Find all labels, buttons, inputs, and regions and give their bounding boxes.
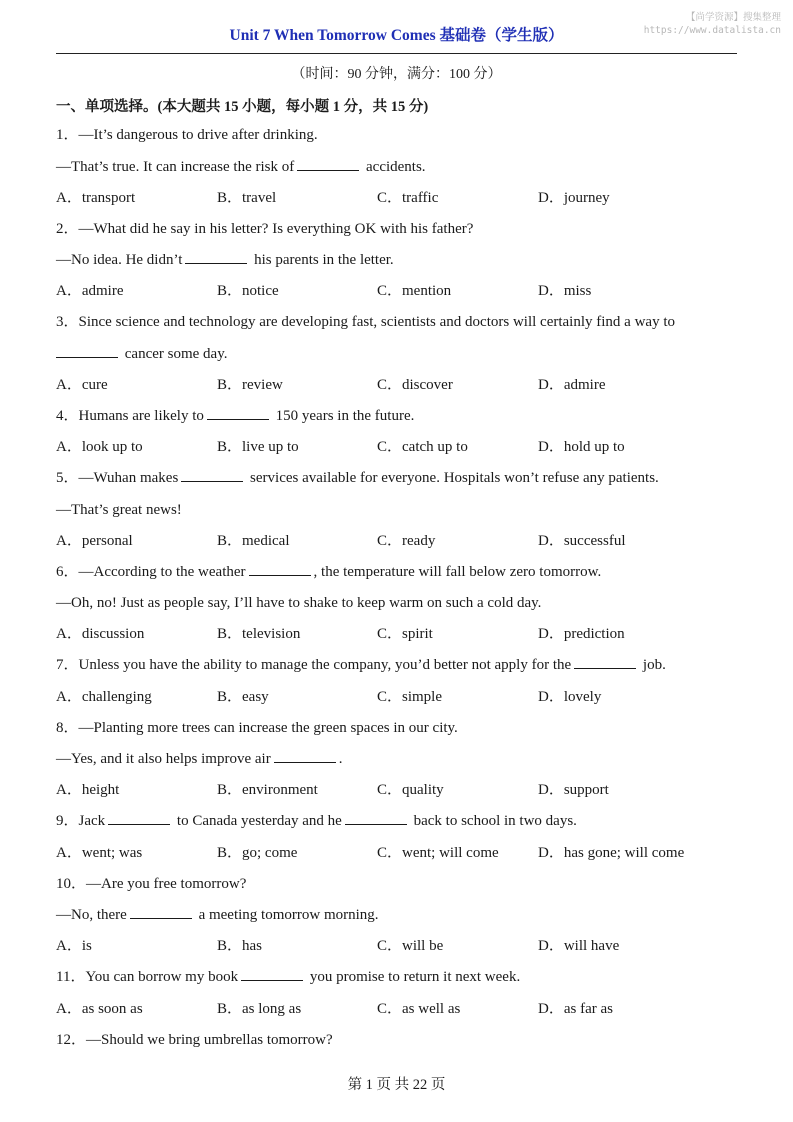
option-d: D．hold up to bbox=[538, 439, 625, 455]
option-b: B．medical bbox=[217, 533, 290, 549]
option-c: C．traffic bbox=[377, 190, 439, 206]
section-heading: 一、单项选择。(本大题共 15 小题，每小题 1 分，共 15 分) bbox=[56, 99, 429, 115]
option-a: A．challenging bbox=[56, 689, 152, 705]
option-b: B．go; come bbox=[217, 845, 298, 861]
page-number: 第 1 页 共 22 页 bbox=[347, 1077, 446, 1093]
option-d: D．admire bbox=[538, 377, 606, 393]
document-title: Unit 7 When Tomorrow Comes 基础卷（学生版） bbox=[229, 27, 564, 44]
option-b: B．as long as bbox=[217, 1001, 302, 1017]
answer-blank bbox=[207, 406, 269, 420]
question-1-prompt: 1．—It’s dangerous to drive after drinking. bbox=[56, 127, 318, 143]
option-b: B．review bbox=[217, 377, 283, 393]
option-d: D．successful bbox=[538, 533, 626, 549]
question-2-options bbox=[56, 281, 756, 301]
option-a: A．discussion bbox=[56, 626, 145, 642]
question-7-prompt: 7．Unless you have the ability to manage the company, you’d better not apply for the job. bbox=[56, 657, 666, 673]
option-b: B．environment bbox=[217, 782, 318, 798]
question-2-reply: —No idea. He didn’t his parents in the letter. bbox=[56, 252, 394, 268]
option-d: D．will have bbox=[538, 938, 620, 954]
question-1-options bbox=[56, 188, 756, 208]
option-c: C．will be bbox=[377, 938, 444, 954]
option-b: B．notice bbox=[217, 283, 279, 299]
option-b: B．television bbox=[217, 626, 301, 642]
question-11-prompt: 11．You can borrow my book you promise to return it next week. bbox=[56, 969, 521, 985]
question-10-options bbox=[56, 936, 756, 956]
answer-blank bbox=[56, 344, 118, 358]
question-3-continuation: cancer some day. bbox=[56, 344, 227, 364]
answer-blank bbox=[185, 250, 247, 264]
question-2-prompt: 2．—What did he say in his letter? Is everything OK with his father? bbox=[56, 221, 474, 237]
question-10-prompt: 10．—Are you free tomorrow? bbox=[56, 876, 247, 892]
question-4-options bbox=[56, 437, 756, 457]
answer-blank bbox=[249, 562, 311, 576]
option-c: C．ready bbox=[377, 533, 436, 549]
option-a: A．personal bbox=[56, 533, 133, 549]
question-8-prompt: 8．—Planting more trees can increase the green spaces in our city. bbox=[56, 720, 458, 736]
option-d: D．journey bbox=[538, 190, 610, 206]
exam-time-score: （时间：90 分钟，满分：100 分） bbox=[291, 67, 502, 82]
option-b: B．easy bbox=[217, 689, 269, 705]
option-c: C．spirit bbox=[377, 626, 433, 642]
question-5-reply: —That’s great news! bbox=[56, 502, 182, 518]
option-b: B．travel bbox=[217, 190, 277, 206]
answer-blank bbox=[345, 811, 407, 825]
option-a: A．look up to bbox=[56, 439, 143, 455]
answer-blank bbox=[181, 468, 243, 482]
option-d: D．lovely bbox=[538, 689, 602, 705]
answer-blank bbox=[130, 905, 192, 919]
question-3-options bbox=[56, 375, 756, 395]
option-c: C．discover bbox=[377, 377, 453, 393]
question-8-options bbox=[56, 780, 756, 800]
header-divider bbox=[56, 53, 737, 54]
question-10-reply: —No, there a meeting tomorrow morning. bbox=[56, 907, 379, 923]
question-9-options bbox=[56, 843, 756, 863]
option-d: D．has gone; will come bbox=[538, 845, 685, 861]
question-9-prompt: 9．Jack to Canada yesterday and he back to school in two days. bbox=[56, 813, 577, 829]
option-c: C．mention bbox=[377, 283, 452, 299]
watermark-url: https://www.datalista.cn bbox=[643, 25, 781, 36]
question-12-prompt: 12．—Should we bring umbrellas tomorrow? bbox=[56, 1032, 333, 1048]
answer-blank bbox=[108, 811, 170, 825]
option-a: A．cure bbox=[56, 377, 108, 393]
option-c: C．simple bbox=[377, 689, 443, 705]
question-6-reply: —Oh, no! Just as people say, I’ll have to shake to keep warm on such a cold day. bbox=[56, 595, 542, 611]
option-c: C．as well as bbox=[377, 1001, 461, 1017]
answer-blank bbox=[274, 749, 336, 763]
question-5-options bbox=[56, 531, 756, 551]
option-a: A．transport bbox=[56, 190, 136, 206]
option-d: D．miss bbox=[538, 283, 592, 299]
option-c: C．went; will come bbox=[377, 845, 499, 861]
question-1-reply: —That’s true. It can increase the risk of accidents. bbox=[56, 159, 426, 175]
option-a: A．admire bbox=[56, 283, 124, 299]
option-b: B．live up to bbox=[217, 439, 299, 455]
option-d: D．as far as bbox=[538, 1001, 613, 1017]
answer-blank bbox=[241, 967, 303, 981]
option-d: D．support bbox=[538, 782, 609, 798]
option-a: A．went; was bbox=[56, 845, 143, 861]
question-7-options bbox=[56, 687, 756, 707]
answer-blank bbox=[297, 157, 359, 171]
question-5-prompt: 5．—Wuhan makes services available for everyone. Hospitals won’t refuse any patients. bbox=[56, 470, 659, 486]
question-8-reply: —Yes, and it also helps improve air . bbox=[56, 751, 343, 767]
option-c: C．catch up to bbox=[377, 439, 468, 455]
answer-blank bbox=[574, 655, 636, 669]
question-3-prompt: 3．Since science and technology are developing fast, scientists and doctors will certainly find a way to bbox=[56, 314, 675, 330]
question-11-options bbox=[56, 999, 756, 1019]
option-a: A．is bbox=[56, 938, 92, 954]
question-6-options bbox=[56, 624, 756, 644]
option-a: A．as soon as bbox=[56, 1001, 143, 1017]
watermark-source: 【尚学资源】搜集整理 bbox=[685, 12, 781, 23]
option-b: B．has bbox=[217, 938, 263, 954]
question-6-prompt: 6．—According to the weather , the temperature will fall below zero tomorrow. bbox=[56, 564, 602, 580]
option-a: A．height bbox=[56, 782, 120, 798]
option-c: C．quality bbox=[377, 782, 444, 798]
option-d: D．prediction bbox=[538, 626, 625, 642]
question-4-prompt: 4．Humans are likely to 150 years in the future. bbox=[56, 408, 415, 424]
